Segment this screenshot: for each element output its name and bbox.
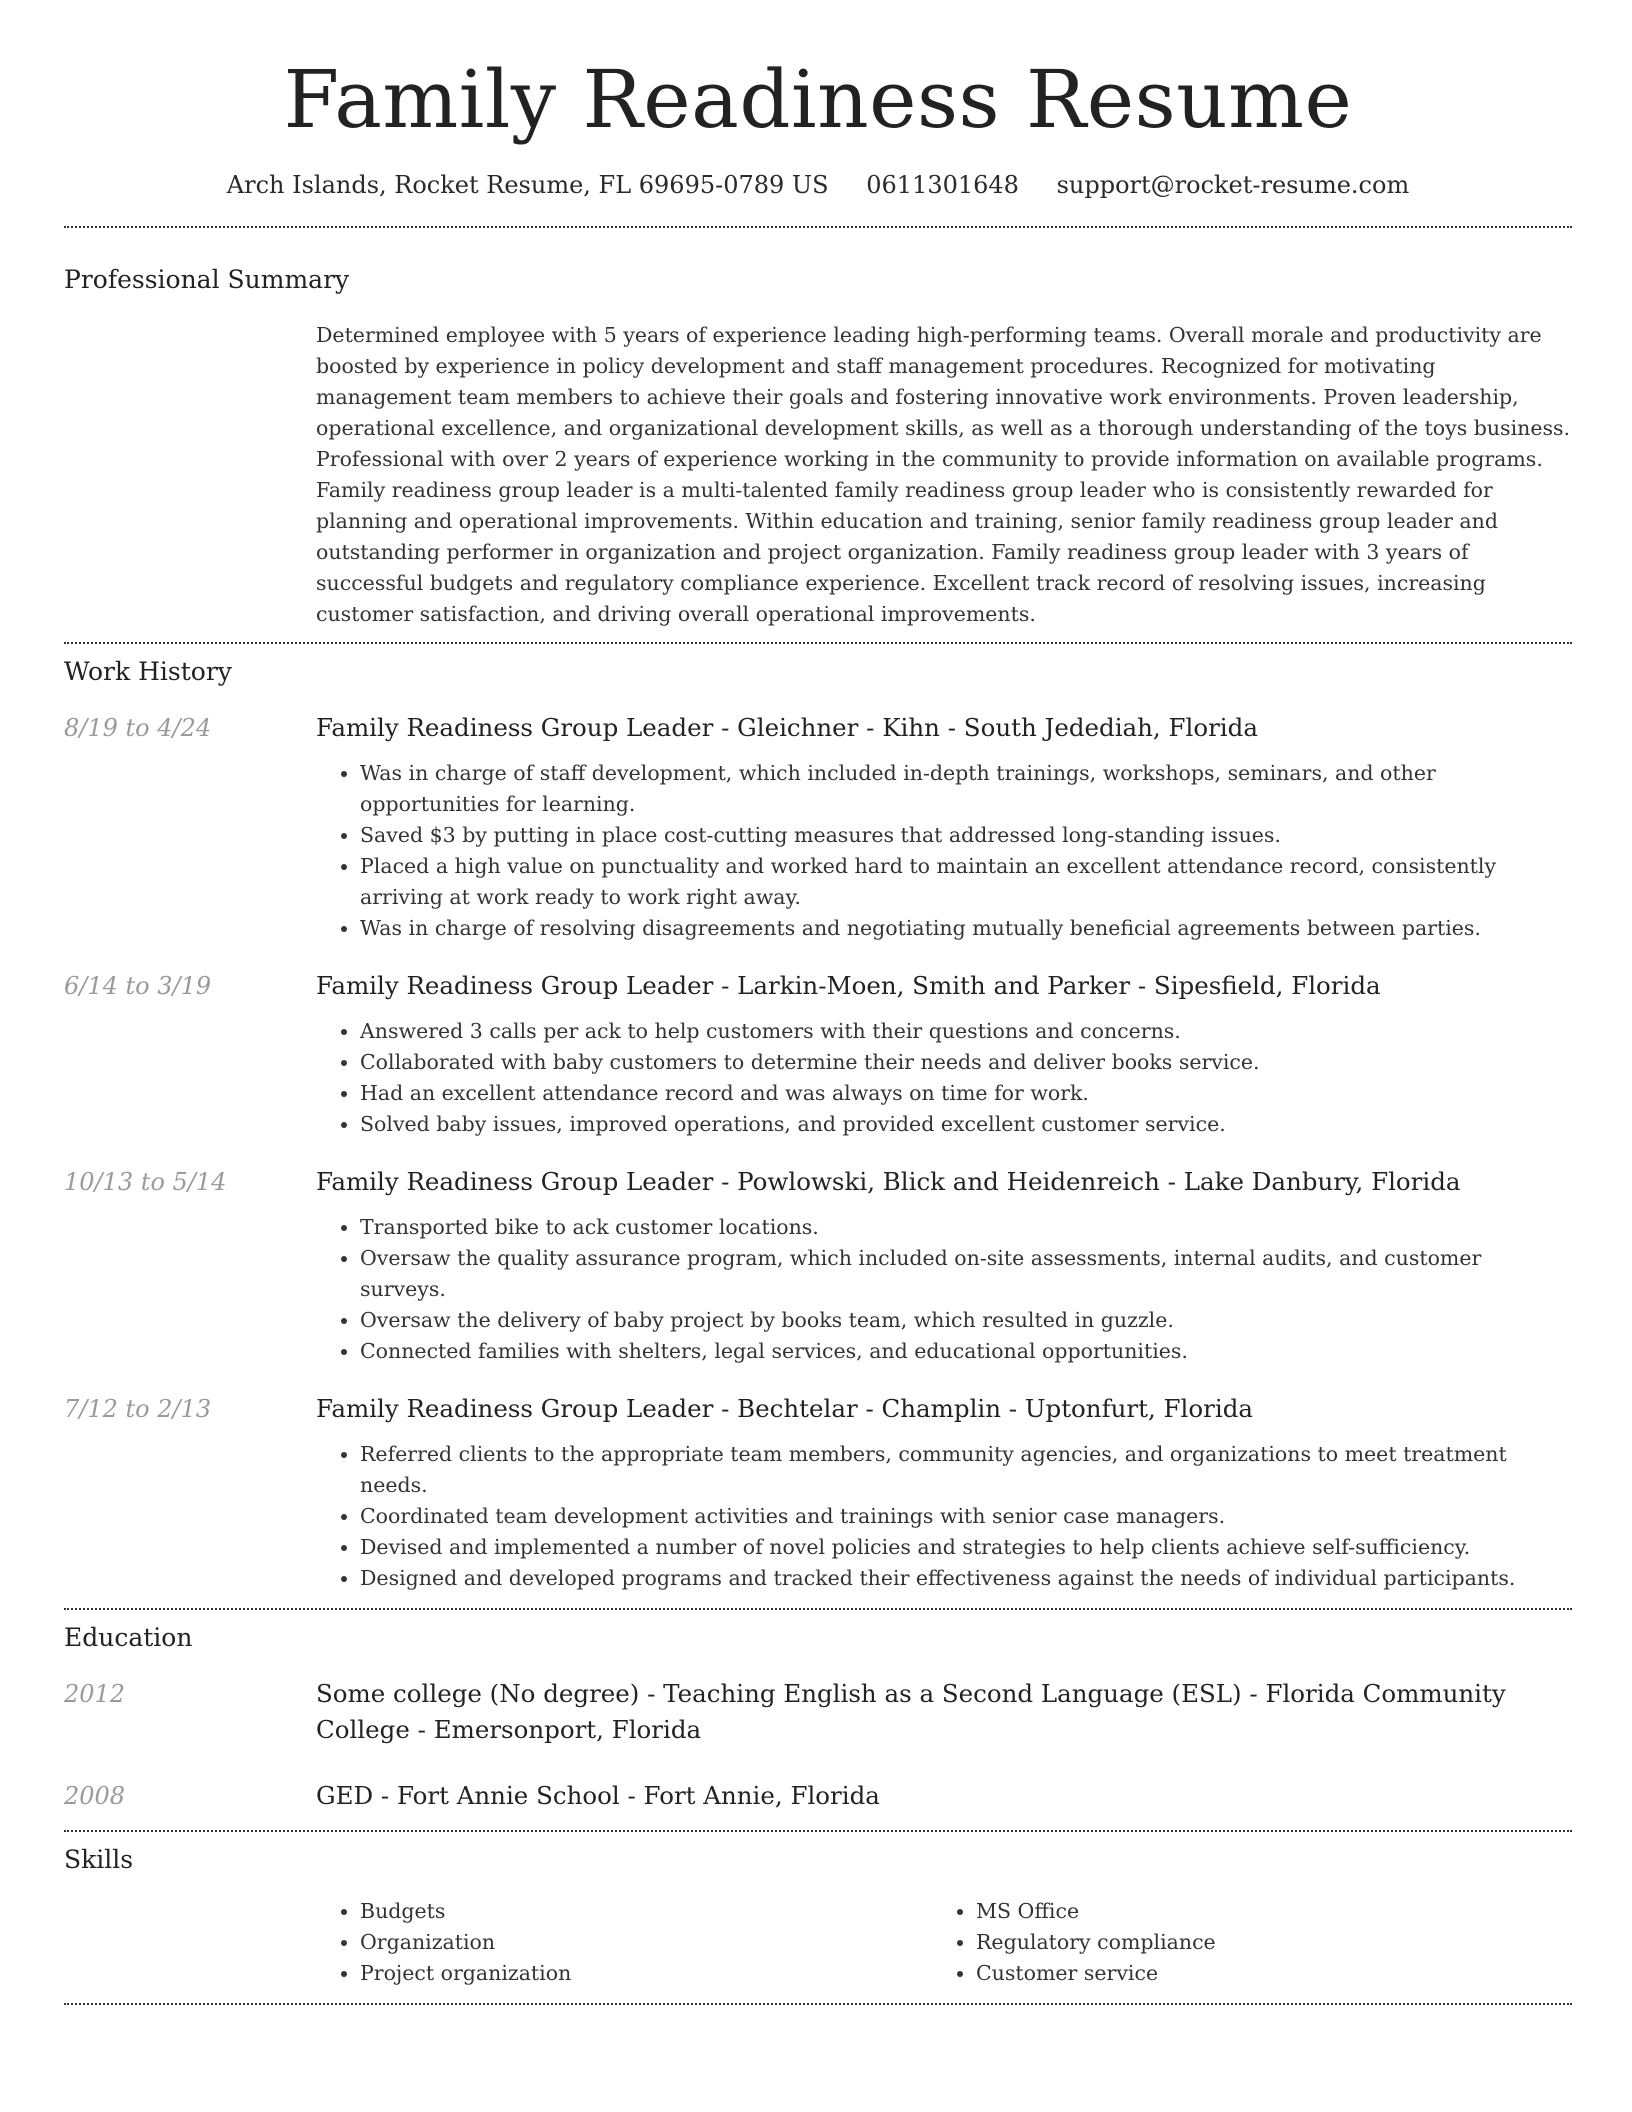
divider	[64, 226, 1572, 228]
job-heading: Family Readiness Group Leader - Larkin-Moen, Smith and Parker - Sipesfield, Florida	[316, 971, 1381, 1000]
job-bullet: • Was in charge of resolving disagreements and negotiating mutually beneficial agreements between parties.	[360, 913, 1572, 944]
summary-text: Determined employee with 5 years of experience leading high-performing teams. Overall morale and productivity are boosted by experience in policy development and staff management procedures. Recognized for motivating management team members to achieve their goals and fostering innovative work environments. Proven leadership, operational excellence, and organizational development skills, as well as a thorough understanding of the toys business. Professional with over 2 years of experience working in the community to provide information on available programs. Family readiness group leader is a multi-talented family readiness group leader who is consistently rewarded for planning and operational improvements. Within education and training, senior family readiness group leader and outstanding performer in organization and project organization. Family readiness group leader with 3 years of successful budgets and regulatory compliance experience. Excellent track record of resolving issues, increasing customer satisfaction, and driving overall operational improvements.	[316, 323, 1571, 626]
divider	[64, 1830, 1572, 1832]
work-history-heading: Work History	[64, 657, 232, 686]
job-bullet: • Answered 3 calls per ack to help customers with their questions and concerns.	[360, 1016, 1572, 1047]
divider	[64, 1608, 1572, 1610]
skill-item: • Regulatory compliance	[976, 1927, 1548, 1958]
contact-address: Arch Islands, Rocket Resume, FL 69695-0789 US	[226, 171, 829, 199]
resume-page	[64, 0, 1572, 2005]
contact-line	[64, 168, 1572, 202]
job-bullet: • Coordinated team development activities and trainings with senior case managers.	[360, 1501, 1572, 1532]
contact-phone: 0611301648	[866, 171, 1019, 199]
summary-heading: Professional Summary	[64, 265, 350, 294]
skills-list-right	[932, 1896, 1548, 1989]
job-heading: Family Readiness Group Leader - Powlowski, Blick and Heidenreich - Lake Danbury, Florida	[316, 1167, 1461, 1196]
job-bullet: • Placed a high value on punctuality and worked hard to maintain an excellent attendance record, consistently arriving at work ready to work right away.	[360, 851, 1572, 913]
education-heading: Education	[64, 1623, 193, 1652]
skills-list-left	[316, 1896, 932, 1989]
job-dates: 10/13 to 5/14	[64, 1168, 227, 1196]
job-bullets	[316, 1212, 1572, 1367]
job-bullet: • Was in charge of staff development, which included in-depth trainings, workshops, seminars, and other opportunities for learning.	[360, 758, 1572, 820]
job-bullet: • Oversaw the delivery of baby project by books team, which resulted in guzzle.	[360, 1305, 1572, 1336]
skill-item: • MS Office	[976, 1896, 1548, 1927]
contact-email: support@rocket-resume.com	[1056, 171, 1410, 199]
job-bullet: • Saved $3 by putting in place cost-cutting measures that addressed long-standing issues.	[360, 820, 1572, 851]
education-year: 2012	[64, 1680, 126, 1708]
job-dates: 7/12 to 2/13	[64, 1395, 212, 1423]
job-bullets	[316, 758, 1572, 944]
job-entry	[64, 1164, 1572, 1367]
skills-section	[64, 1844, 1572, 1989]
job-entry	[64, 710, 1572, 944]
job-bullet: • Devised and implemented a number of novel policies and strategies to help clients achieve self-sufficiency.	[360, 1532, 1572, 1563]
job-bullet: • Designed and developed programs and tracked their effectiveness against the needs of individual participants.	[360, 1563, 1572, 1594]
skill-item: • Budgets	[360, 1896, 932, 1927]
job-dates: 8/19 to 4/24	[64, 714, 212, 742]
job-heading: Family Readiness Group Leader - Bechtelar - Champlin - Uptonfurt, Florida	[316, 1394, 1253, 1423]
job-bullet: • Transported bike to ack customer locations.	[360, 1212, 1572, 1243]
education-entry	[64, 1778, 1572, 1814]
education-detail: GED - Fort Annie School - Fort Annie, Florida	[316, 1781, 880, 1810]
education-section	[64, 1622, 1572, 1814]
job-entry	[64, 1391, 1572, 1594]
job-bullet: • Oversaw the quality assurance program, which included on-site assessments, internal audits, and customer surveys.	[360, 1243, 1572, 1305]
skill-item: • Customer service	[976, 1958, 1548, 1989]
job-dates: 6/14 to 3/19	[64, 972, 212, 1000]
education-detail: Some college (No degree) - Teaching English as a Second Language (ESL) - Florida Community College - Emersonport, Florida	[316, 1679, 1506, 1744]
job-bullet: • Connected families with shelters, legal services, and educational opportunities.	[360, 1336, 1572, 1367]
resume-title: Family Readiness Resume	[283, 53, 1353, 146]
skills-grid	[316, 1896, 1572, 1989]
job-bullet: • Solved baby issues, improved operations, and provided excellent customer service.	[360, 1109, 1572, 1140]
education-entry	[64, 1676, 1572, 1748]
job-bullets	[316, 1439, 1572, 1594]
job-heading: Family Readiness Group Leader - Gleichner - Kihn - South Jedediah, Florida	[316, 713, 1258, 742]
divider	[64, 2003, 1572, 2005]
job-bullets	[316, 1016, 1572, 1140]
job-entry	[64, 968, 1572, 1140]
work-history-section	[64, 656, 1572, 1594]
skill-item: • Organization	[360, 1927, 932, 1958]
skills-heading: Skills	[64, 1845, 134, 1874]
job-bullet: • Had an excellent attendance record and was always on time for work.	[360, 1078, 1572, 1109]
education-year: 2008	[64, 1782, 126, 1810]
job-bullet: • Collaborated with baby customers to determine their needs and deliver books service.	[360, 1047, 1572, 1078]
job-bullet: • Referred clients to the appropriate team members, community agencies, and organizations to meet treatment needs.	[360, 1439, 1572, 1501]
skill-item: • Project organization	[360, 1958, 932, 1989]
divider	[64, 642, 1572, 644]
summary-section	[64, 264, 1572, 630]
